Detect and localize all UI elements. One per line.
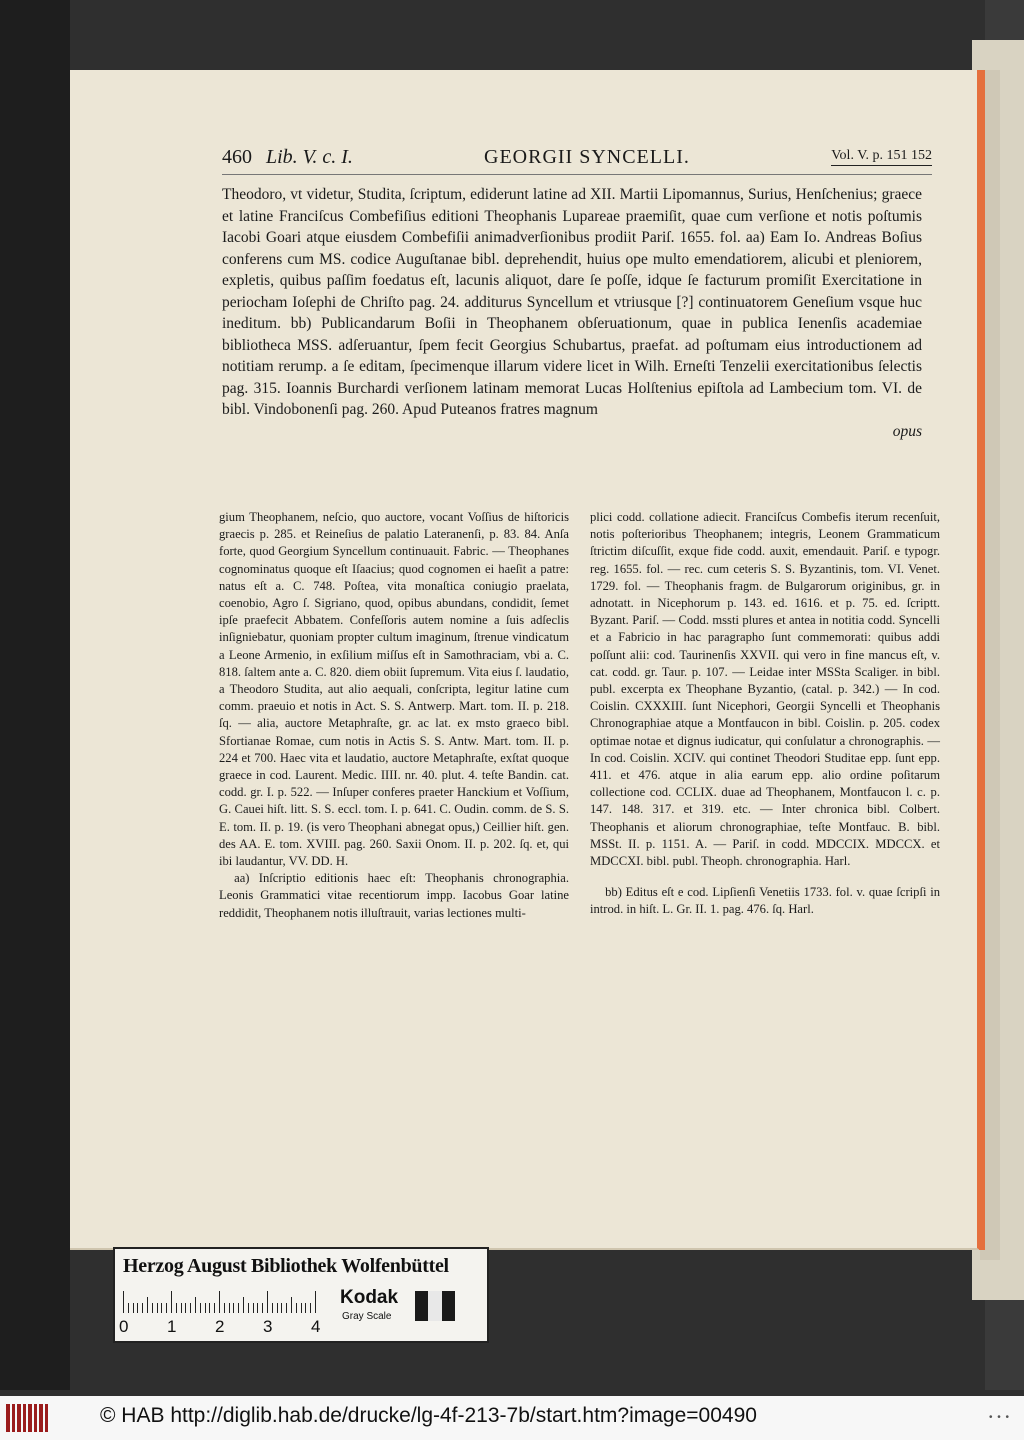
ruler-tick (243, 1297, 244, 1313)
footnote-column-left (219, 509, 569, 922)
ruler-tick (142, 1303, 143, 1313)
page-edge (979, 70, 985, 1250)
ruler-tick (157, 1303, 158, 1313)
ruler-tick (253, 1303, 254, 1313)
kodak-logo: Kodak (340, 1287, 399, 1308)
ruler-tick (190, 1303, 191, 1313)
ruler-tick (248, 1303, 249, 1313)
gray-swatches (415, 1291, 455, 1321)
ruler-tick (233, 1303, 234, 1313)
footnote-continuation: gium Theophanem, neſcio, quo auctore, vocant Voſſius de hiſtoricis graecis p. 285. et Reineſius de palatio Lateranenſi, p. 83. 84. Anſa forte, quod Georgium Syncellum continuauit. Fabric. — Theophanes cognominatus quoque eſt Iſaacius; quod cognomen ei haeſit a patre: natus eſt a. C. 748. Poſtea, vita monaſtica coniugio praelata, coenobio, Agro ſ. Sigriano, quod, opibus abundans, condidit, ſemet ipſe praefecit Abbatem. Confeſſoris autem nomine a ſuis adſeclis inſigniebatur, quoniam propter cultum imaginum, ſtrenue vindicatum a Leone Armenio, in exſilium miſſus eſt in Samothraciam, vbi a. C. 818. ſaltem ante a. C. 820. diem obiit ſupremum. Vita eius ſ. laudatio, a Theodoro Studita, aut alio aequali, conſcripta, legitur latine cum comm. praeuio et notis in Act. S. S. Antwerp. Mart. tom. II. p. 218. ſq. — alia, auctore Metaphraſte, gr. ac lat. ex msto graeco bibl. Sfortianae Romae, cum notis in Actis S. S. Antw. Mart. tom. II. p. 224 et 700. Haec vita et laudatio, auctore Metaphraſte, exſtat quoque graece in cod. Laurent. Medic. IIII. nr. 40. plut. 4. teſte Bandin. cat. codd. gr. I. p. 522. — Inſuper conferes praeter Hanckium et Voſſium, G. Cauei hiſt. litt. S. S. eccl. tom. I. p. 641. C. Oudin. comm. de S. S. E. tom. II. p. 19. (is vero Theophani abnegat opus,) Ceillier hiſt. gen. des AA. E. tom. XVIII. pag. 260. Saxii Onom. II. p. 202. ſq. et, qui ibi laudantur, VV. DD. H. (219, 510, 569, 869)
ruler-tick (200, 1303, 201, 1313)
ruler-tick (195, 1297, 196, 1313)
institution-label: Herzog August Bibliothek Wolfenbüttel (123, 1255, 449, 1277)
ruler-tick (214, 1303, 215, 1313)
ruler-numbers (119, 1317, 339, 1337)
ruler-tick (238, 1303, 239, 1313)
footnote-bb: bb) Editus eſt e cod. Lipſienſi Venetiis 1733. fol. v. quae ſcripſi in introd. in hiſt. L. Gr. II. 1. pag. 476. ſq. Harl. (590, 885, 940, 917)
footer-marker: • • • (988, 1412, 1010, 1423)
main-text: Theodoro, vt videtur, Studita, ſcriptum, ediderunt latine ad XII. Martii Lipomannus, Surius, Henſchenius; graece et latine Franciſcus Combefiſius editioni Theophanis Lupareae praemiſit, quae cum verſione et notis poſtumis Iacobi Goari atque eiusdem Combefiſii animadverſionibus prodiit Pariſ. 1655. fol. aa) Eam Io. Andreas Boſius conferens cum MS. codice Auguſtanae bibl. deprehendit, huius ope multo emendatiorem, alicubi et pleniorem, expletis, quibus paſſim foedatus eſt, lacunis aliquot, dare ſe poſſe, idque ſe facturum promiſit Exercitatione in periocham Ioſephi de Chriſto pag. 24. additurus Syncellum et vtriusque [?] continuatorem Geneſium vsque huc ineditum. bb) Publicandarum Boſii in Theophanem obſeruationum, quae in publica Ienenſis academiae bibliotheca MSS. adſeruantur, ſpem fecit Georgius Schubartus, praefat. ad poſtumam eius introductionem ad notitiam rerump. a ſe editam, ſpecimenque illarum videre licet in Wilh. Erneſti Tenzelii exercitationibus ſelectis pag. 315. Ioannis Burchardi verſionem latinam memorat Lucas Holſtenius epiſtola ad Lambecium tom. VI. de bibl. Vindobonenſi pag. 260. Apud Puteanos fratres magnum (222, 186, 922, 418)
footer-bar (0, 1396, 1024, 1440)
footnote-column-right (590, 509, 940, 919)
gray-swatch (415, 1291, 428, 1321)
ruler-tick (305, 1303, 306, 1313)
ruler-tick (277, 1303, 278, 1313)
ruler-tick (137, 1303, 138, 1313)
color-target-card (113, 1247, 489, 1343)
header-rule (222, 174, 932, 175)
ruler-tick (272, 1303, 273, 1313)
ruler-tick (267, 1291, 268, 1313)
ruler-tick (315, 1291, 316, 1313)
hab-logo-icon (6, 1404, 48, 1432)
ruler-tick (224, 1303, 225, 1313)
ruler-tick (185, 1303, 186, 1313)
ruler-tick (176, 1303, 177, 1313)
ruler-tick (296, 1303, 297, 1313)
ruler-tick (310, 1303, 311, 1313)
ruler-tick (262, 1303, 263, 1313)
ruler-tick (291, 1297, 292, 1313)
ruler-tick (161, 1303, 162, 1313)
ruler-tick (123, 1291, 124, 1313)
scale-ruler (123, 1291, 321, 1313)
ruler-tick (209, 1303, 210, 1313)
ruler-number: 4 (311, 1317, 321, 1336)
ruler-tick (205, 1303, 206, 1313)
ruler-tick (133, 1303, 134, 1313)
ruler-tick (257, 1303, 258, 1313)
footnote-aa-continuation: plici codd. collatione adiecit. Franciſcus Combefis iterum recenſuit, notis poſterioribus Theophanem; integris, Leonem Grammaticum ſtrictim diſcuſſit, exque fide codd. auxit, emendauit. Pariſ. e typogr. reg. 1655. fol. — rec. cum ceteris S. S. Byzantinis, tom. VI. Venet. 1729. fol. — Theophanis fragm. de Bulgarorum originibus, gr. in adnotatt. in Nicephorum p. 143. ed. 1616. et p. 75. ed. ſcriptt. Byzant. Pariſ. — Codd. mssti plures et antea in notitia codd. Syncelli et a Fabricio in hac paragrapho ſunt commemorati: quibus addi poſſunt alii: cod. Taurinenſis XXVII. qui vero in fine mancus eſt, v. cat. codd. gr. Taur. p. 107. — Leidae inter MSSta Scaliger. in bibl. publ. excerpta ex Theophane Byzantio, (catal. p. 342.) — In cod. Coislin. CXXXIII. ſunt Nicephori, Georgii Syncelli et Theophanis Chronographiae atque a Montfaucon in bibl. Coislin. p. 205. codex optimae notae et dignus iudicatur, qui conſulatur a chronographis. — In cod. Coislin. XCIV. qui continet Theodori Studitae epp. ſunt epp. 411. et 476. atque in alia earum epp. alio ordine poſitarum collectione cod. CCLIX. duae ad Theophanem, Montfaucon l. c. p. 147. 148. 317. et 319. etc. — Inter chronica bibl. Colbert. Theophanis et aliorum chronographiae, teſte Montfauc. B. bibl. MSSt. II. p. 1151. A. — Pariſ. in codd. MDCCIX. MDCCX. et MDCCXI. bibl. publ. Theoph. chronographia. Harl. (590, 510, 940, 869)
copyright-url: © HAB http://diglib.hab.de/drucke/lg-4f-213-7b/start.htm?image=00490 (100, 1404, 757, 1427)
ruler-tick (281, 1303, 282, 1313)
gray-scale-label: Gray Scale (342, 1311, 392, 1322)
ruler-tick (166, 1303, 167, 1313)
ruler-tick (181, 1303, 182, 1313)
ruler-tick (147, 1297, 148, 1313)
gray-swatch (442, 1291, 455, 1321)
book-reference: Lib. V. c. I. (266, 146, 353, 168)
volume-reference: Vol. V. p. 151 152 (831, 148, 932, 166)
footnote-aa: aa) Inſcriptio editionis haec eſt: Theophanis chronographia. Leonis Grammatici vitae recentiorum impp. Iacobus Goar latine reddidit, Theophanem notis illuſtrauit, varias lectiones multi- (219, 871, 569, 920)
ruler-number: 3 (263, 1317, 273, 1336)
gray-swatch (428, 1291, 441, 1321)
ruler-tick (229, 1303, 230, 1313)
scan-backdrop-left (0, 0, 70, 1390)
ruler-tick (219, 1291, 220, 1313)
ruler-tick (128, 1303, 129, 1313)
page-number: 460 (222, 146, 252, 168)
ruler-tick (152, 1303, 153, 1313)
ruler-number: 0 (119, 1317, 129, 1336)
ruler-number: 2 (215, 1317, 225, 1336)
main-text-block (222, 184, 922, 442)
ruler-number: 1 (167, 1317, 177, 1336)
ruler-tick (286, 1303, 287, 1313)
ruler-tick (171, 1291, 172, 1313)
running-head (222, 146, 932, 176)
ruler-tick (301, 1303, 302, 1313)
catchword: opus (892, 422, 922, 440)
running-title: GEORGII SYNCELLI. (484, 146, 690, 168)
